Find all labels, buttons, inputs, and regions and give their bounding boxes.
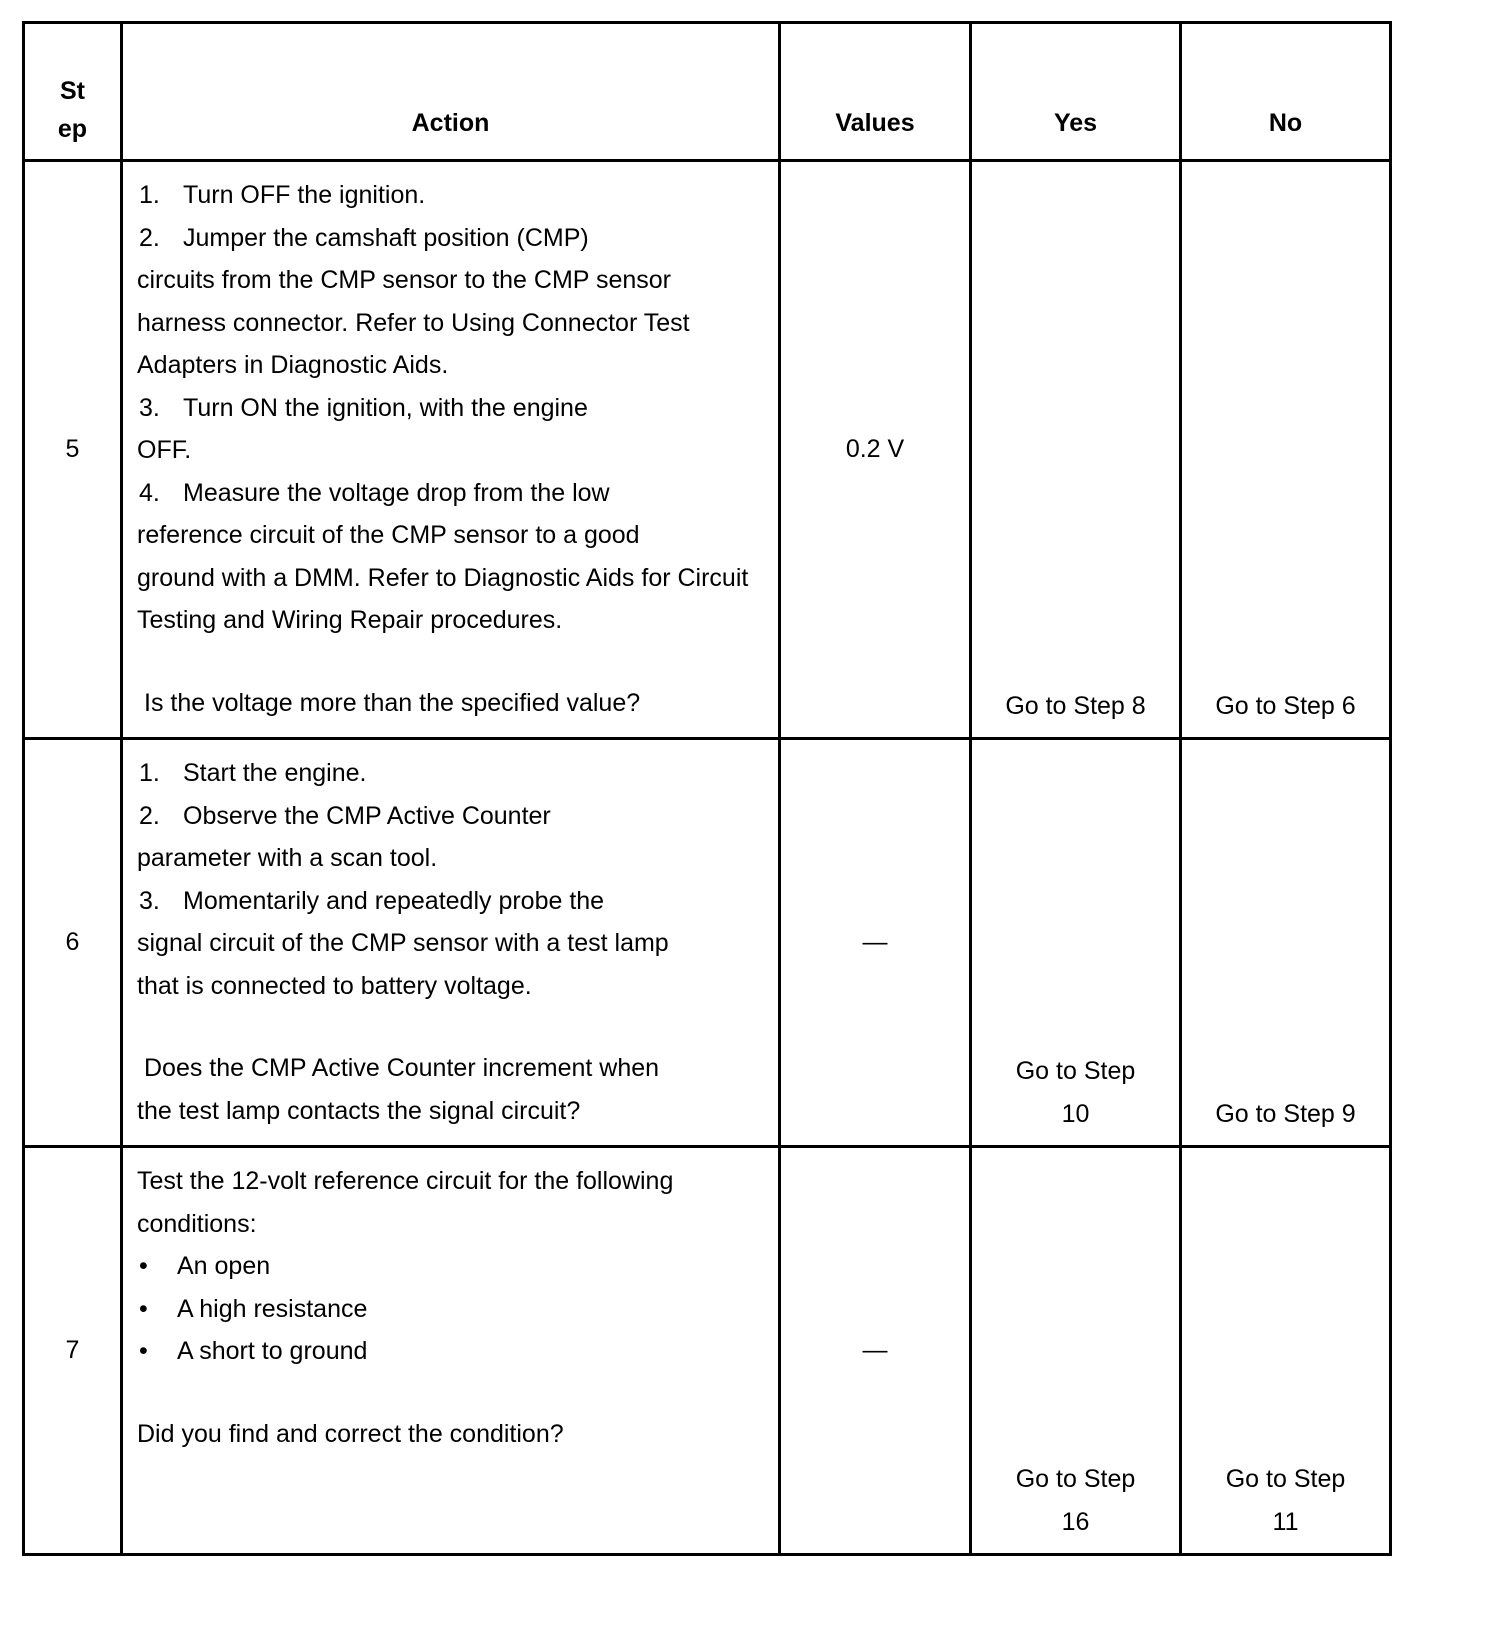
no-text: 11 <box>1272 1507 1299 1536</box>
spacer <box>137 1007 768 1047</box>
action-step-text: Observe the CMP Active Counter <box>183 801 551 830</box>
bullet-text: A high resistance <box>177 1294 368 1323</box>
header-yes <box>971 23 1181 161</box>
yes-text: Go to Step 8 <box>1005 691 1146 720</box>
no-text: Go to Step 6 <box>1215 691 1356 720</box>
action-step <box>137 217 768 260</box>
yes-cell <box>971 739 1181 1147</box>
action-step-text: Measure the voltage drop from the low <box>183 478 610 507</box>
bullet-text: An open <box>177 1252 271 1280</box>
header-no-label: No <box>1268 108 1303 137</box>
header-no <box>1181 23 1391 161</box>
action-step <box>137 387 768 430</box>
no-cell <box>1181 1147 1391 1555</box>
yes-text: Go to Step <box>1015 1465 1136 1493</box>
action-step-text: Start the engine. <box>183 759 367 787</box>
action-step-continuation: harness connector. Refer to Using Connector Test <box>137 308 690 337</box>
action-step <box>137 795 768 838</box>
action-question: Is the voltage more than the specified value? <box>144 688 641 717</box>
action-bullet <box>137 1330 768 1373</box>
no-cell <box>1181 739 1391 1147</box>
header-values-label: Values <box>835 108 915 137</box>
header-row <box>24 23 1391 161</box>
action-step-continuation: Adapters in Diagnostic Aids. <box>137 351 449 379</box>
action-step-continuation: OFF. <box>137 436 192 464</box>
bullet-icon: • <box>139 1337 148 1365</box>
header-yes-label: Yes <box>1053 108 1098 137</box>
header-step-line2: ep <box>57 115 88 143</box>
action-step-number: 3. <box>139 393 160 422</box>
action-step-text: Turn OFF the ignition. <box>183 181 426 209</box>
yes-text: 10 <box>1061 1099 1090 1128</box>
action-step-continuation: ground with a DMM. Refer to Diagnostic Aids for Circuit <box>137 563 749 592</box>
action-step <box>137 472 768 515</box>
bullet-icon: • <box>139 1294 148 1323</box>
action-step <box>137 174 768 217</box>
action-step-continuation: reference circuit of the CMP sensor to a good <box>137 521 640 549</box>
action-cell <box>122 161 780 739</box>
action-step-continuation: signal circuit of the CMP sensor with a test lamp <box>137 929 669 957</box>
action-step-text: Jumper the camshaft position (CMP) <box>183 223 589 252</box>
no-text: Go to Step <box>1225 1465 1346 1493</box>
action-cell <box>122 1147 780 1555</box>
action-bullet <box>137 1288 768 1331</box>
step-number: 7 <box>24 1147 122 1555</box>
values-cell: — <box>780 1147 971 1555</box>
header-action <box>122 23 780 161</box>
values-cell: — <box>780 739 971 1147</box>
header-step-line1: St <box>60 77 85 105</box>
action-step-number: 2. <box>139 223 160 252</box>
values-cell: 0.2 V <box>780 161 971 739</box>
no-text: Go to Step 9 <box>1215 1099 1356 1128</box>
action-step-text: Momentarily and repeatedly probe the <box>183 886 605 915</box>
bullet-icon: • <box>139 1252 148 1280</box>
action-step <box>137 880 768 923</box>
action-intro: Test the 12-volt reference circuit for the following <box>137 1167 674 1195</box>
yes-text: 16 <box>1061 1507 1090 1536</box>
action-question: Did you find and correct the condition? <box>137 1419 564 1448</box>
action-step-continuation: that is connected to battery voltage. <box>137 971 532 1000</box>
diagnostic-table <box>22 21 1392 1556</box>
header-values <box>780 23 971 161</box>
action-step-continuation: circuits from the CMP sensor to the CMP sensor <box>137 266 671 294</box>
action-question: Does the CMP Active Counter increment when <box>144 1054 660 1082</box>
action-step-continuation: parameter with a scan tool. <box>137 844 438 872</box>
action-step-number: 3. <box>139 886 160 915</box>
step-number: 6 <box>24 739 122 1147</box>
step-number: 5 <box>24 161 122 739</box>
header-step <box>24 23 122 161</box>
action-cell <box>122 739 780 1147</box>
no-cell <box>1181 161 1391 739</box>
action-step-number: 1. <box>139 181 160 209</box>
spacer <box>137 642 768 682</box>
table-row <box>24 1147 1391 1555</box>
action-step-continuation: Testing and Wiring Repair procedures. <box>137 606 563 634</box>
action-step-number: 1. <box>139 759 160 787</box>
action-step <box>137 752 768 795</box>
action-step-text: Turn ON the ignition, with the engine <box>183 393 588 422</box>
yes-cell <box>971 1147 1181 1555</box>
action-step-number: 4. <box>139 478 160 507</box>
yes-text: Go to Step <box>1015 1057 1136 1085</box>
header-action-label: Action <box>411 108 490 137</box>
bullet-text: A short to ground <box>177 1337 368 1365</box>
action-bullet <box>137 1245 768 1288</box>
action-question: the test lamp contacts the signal circuit? <box>137 1096 581 1125</box>
table-row <box>24 739 1391 1147</box>
action-step-number: 2. <box>139 801 160 830</box>
action-intro: conditions: <box>137 1209 257 1238</box>
table-row <box>24 161 1391 739</box>
spacer <box>137 1373 768 1413</box>
yes-cell <box>971 161 1181 739</box>
